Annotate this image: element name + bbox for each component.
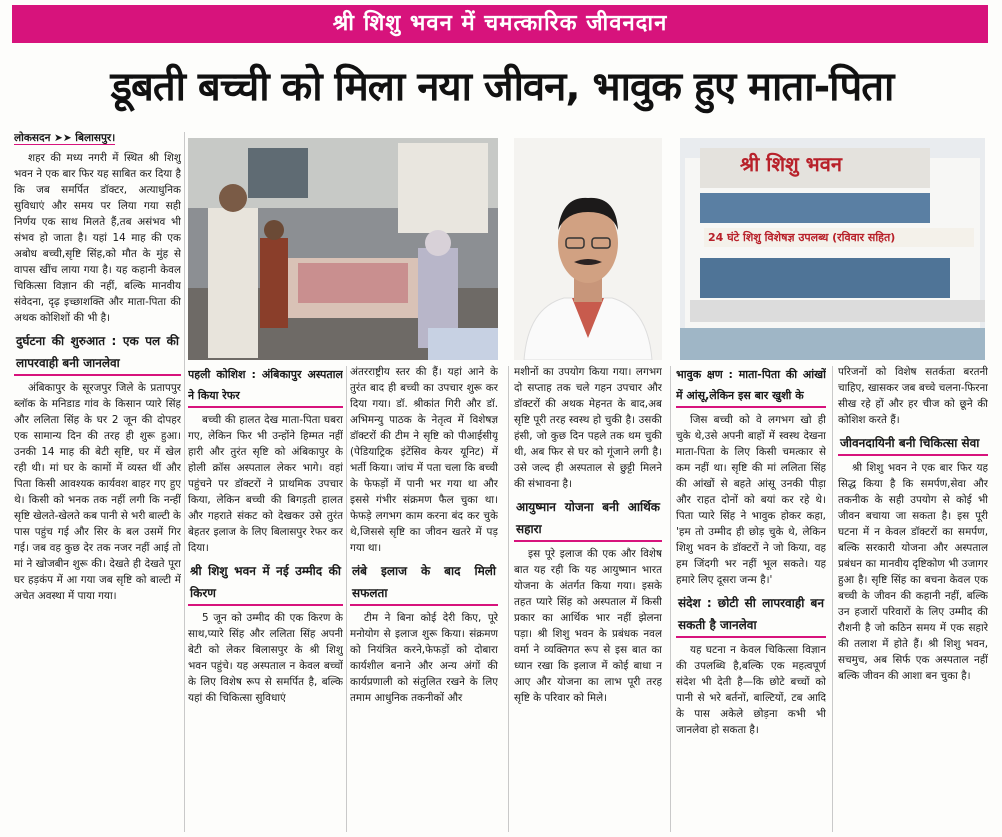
building-sign-name: श्री शिशु भवन	[740, 152, 842, 176]
column-divider	[832, 366, 833, 832]
caption-emotional-moment	[676, 364, 826, 408]
subheading-new-hope	[188, 560, 343, 606]
hospital-ward-illustration	[188, 138, 498, 360]
subheading-success-text: लंबे इलाज के बाद मिली सफलता	[350, 560, 498, 606]
subheading-new-hope-text: श्री शिशु भवन में नई उम्मीद की किरण	[188, 560, 343, 606]
building-sign-tagline: 24 घंटे शिशु विशेषज्ञ उपलब्ध (रविवार सहित)	[704, 228, 974, 247]
column-3	[350, 364, 498, 832]
column-divider	[184, 132, 185, 832]
column-6	[838, 364, 988, 832]
subheading-message-text: संदेश : छोटी सी लापरवाही बन सकती है जानलेवा	[676, 592, 826, 638]
column-1	[14, 130, 181, 830]
paragraph-message: यह घटना न केवल चिकित्सा विज्ञान की उपलब्धि है,बल्कि एक महत्वपूर्ण संदेश भी देती है—कि छोटे बच्चों को पानी से भरे बर्तनों, बाल्टियों, टब आदि के पास अकेले छोड़ना कभी भी जानलेवा हो सकता है।	[676, 644, 826, 736]
subheading-ayushman-text: आयुष्मान योजना बनी आर्थिक सहारा	[514, 496, 662, 542]
subheading-lifesaving	[838, 432, 988, 456]
hospital-ward-photo	[188, 138, 498, 360]
dateline	[14, 130, 181, 146]
caption-first-attempt-text: पहली कोशिश : अंबिकापुर अस्पताल ने किया रेफर	[188, 364, 343, 408]
paragraph-first-attempt: बच्ची की हालत देख माता-पिता घबरा गए, लेकिन फिर भी उन्होंने हिम्मत नहीं हारी और तुरंत सृष्टि को अंबिकापुर के होली क्रॉस अस्पताल लेकर भागे। वहां पहुंचने पर डॉक्टरों ने प्राथमिक उपचार किया, लेकिन बच्ची की बिगड़ती हालत और गहराते संकट को देखकर उसे तुरंत बेहतर इलाज के लिए बिलासपुर रेफर कर दिया।	[188, 414, 343, 554]
paragraph-accident: अंबिकापुर के सूरजपुर जिले के प्रतापपुर ब्लॉक के मनिडाड गांव के किसान प्यारे सिंह और ललिता सिंह के घर 2 जून की दोपहर एक सामान्य दिन की तरह ही शुरू हुआ। उनकी 14 माह की बेटी सृष्टि, घर में खेल रही थी। मां घर के कामों में व्यस्त थीं और पिता किसी आवश्यक कार्यवश बाहर गए हुए थे। किसी को भनक तक नहीं लगी कि नन्हीं सृष्टि खेलते-खेलते कब पानी से भरी बाल्टी के पास पहुंच गई और सिर के बल उसमें गिर गई। जब वह कुछ देर तक नजर नहीं आई तो मां ने खोजबीन शुरू की। देखते ही देखते पूरा घर हड़कंप में आ गया जब सृष्टि को बाल्टी में अचेत अवस्था में पाया गया।	[14, 382, 181, 602]
subheading-ayushman	[514, 496, 662, 542]
subheading-lifesaving-text: जीवनदायिनी बनी चिकित्सा सेवा	[838, 432, 988, 456]
subheading-message	[676, 592, 826, 638]
caption-first-attempt	[188, 364, 343, 408]
headline: डूबती बच्ची को मिला नया जीवन, भावुक हुए माता-पिता	[110, 64, 894, 110]
column-2	[188, 364, 343, 832]
paragraph-new-hope: 5 जून को उम्मीद की एक किरण के साथ,प्यारे सिंह और ललिता सिंह अपनी बेटी को लेकर बिलासपुर के श्री शिशु भवन पहुंचे। यह अस्पताल न केवल बच्चों के लिए विशेष रूप से समर्पित है, बल्कि यहां की चिकित्सा सुविधाएं	[188, 612, 343, 704]
paragraph-caution: परिजनों को विशेष सतर्कता बरतनी चाहिए, खासकर जब बच्चे चलना-फिरना सीख रहे हों और हर चीज को छूने की कोशिश करते हैं।	[838, 366, 988, 426]
column-5	[676, 364, 826, 832]
column-divider	[346, 366, 347, 832]
paragraph-recovery: मशीनों का उपयोग किया गया। लगभग दो सप्ताह तक चले गहन उपचार और डॉक्टरों की अथक मेहनत के बाद,अब सृष्टि पूरी तरह स्वस्थ हो चुकी है। उसकी हंसी, जो कुछ दिन पहले तक थम चुकी थी, अब फिर से घर को गूंजाने लगी है। उसे जल्द ही अस्पताल से छुट्टी मिलने की संभावना है।	[514, 366, 662, 490]
paragraph-lifesaving: श्री शिशु भवन ने एक बार फिर यह सिद्ध किया है कि समर्पण,सेवा और तकनीक के सही उपयोग से कोई भी जीवन बचाया जा सकता है। इस पूरी घटना में न केवल डॉक्टरों का समर्पण, बल्कि सरकारी योजना और अस्पताल प्रबंधन का मानवीय दृष्टिकोण भी उजागर हुआ है। सृष्टि सिंह का बचना केवल एक बच्ची के जीवन की कहानी नहीं, बल्कि उन हजारों परिवारों के लिए उम्मीद की रौशनी है जो कठिन समय में एक सहारे की तलाश में होते हैं। श्री शिशु भवन, सचमुच, अब सिर्फ एक अस्पताल नहीं बल्कि जीवन की आशा बन चुका है।	[838, 462, 988, 682]
caption-emotional-moment-text: भावुक क्षण : माता-पिता की आंखों में आंसू,लेकिन इस बार खुशी के	[676, 364, 826, 408]
subheading-accident-text: दुर्घटना की शुरुआत : एक पल की लापरवाही बनी जानलेवा	[14, 330, 181, 376]
doctor-portrait-illustration	[514, 138, 662, 360]
dateline-text: लोकसदन ➤➤ बिलासपुर।	[14, 132, 116, 144]
page-banner: श्री शिशु भवन में चमत्कारिक जीवनदान	[12, 5, 988, 43]
column-divider	[670, 366, 671, 832]
column-4	[514, 364, 662, 832]
paragraph-emotional: जिस बच्ची को वे लगभग खो ही चुके थे,उसे अपनी बाहों में स्वस्थ देखना माता-पिता के लिए किसी चमत्कार से कम नहीं था। सृष्टि की मां ललिता सिंह की आंखों से बहते आंसू उनकी पीड़ा और राहत दोनों को बयां कर रहे थे। पिता प्यारे सिंह ने भावुक होकर कहा, 'हम तो उम्मीद ही छोड़ चुके थे, लेकिन शिशु भवन के डॉक्टरों ने जो किया, वह हम जिंदगी भर नहीं भूल सकते। यह हमारे लिए दूसरा जन्म है।'	[676, 414, 826, 586]
article-intro: शहर की मध्य नगरी में स्थित श्री शिशु भवन ने एक बार फिर यह साबित कर दिया है कि जब समर्पित डॉक्टर, अत्याधुनिक सुविधाएं और समय पर लिया गया सही निर्णय एक साथ मिलते हैं,तब असंभव भी संभव हो जाता है। यहां 14 माह की एक अबोध बच्ची,सृष्टि सिंह,को मौत के मुंह से वापस खींच लाया गया है। यह कहानी केवल चिकित्सा विज्ञान की नहीं, बल्कि मानवीय संवेदना, दृढ़ इच्छाशक्ति और माता-पिता की अथक कोशिशों की भी है।	[14, 152, 181, 324]
hospital-building-photo	[680, 138, 985, 360]
paragraph-success: टीम ने बिना कोई देरी किए, पूरे मनोयोग से इलाज शुरू किया। संक्रमण को नियंत्रित करने,फेफड़ों को दोबारा कार्यशील बनाने और अन्य अंगों की कार्यप्रणाली को संतुलित रखने के लिए तमाम आधुनिक तकनीकों और	[350, 612, 498, 704]
paragraph-treatment: अंतरराष्ट्रीय स्तर की हैं। यहां आने के तुरंत बाद ही बच्ची का उपचार शुरू कर दिया गया। डॉ. श्रीकांत गिरी और डॉ. अभिमन्यु पाठक के नेतृत्व में विशेषज्ञ डॉक्टरों की टीम ने सृष्टि को पीआईसीयू (पेडियाट्रिक इंटेंसिव केयर यूनिट) में भर्ती किया। जांच में पता चला कि बच्ची के फेफड़ों में पानी भर गया था और इससे गंभीर संक्रमण फैल चुका था। फेफड़े लगभग काम करना बंद कर चुके थे,जिससे सृष्टि का जीवन खतरे में पड़ गया था।	[350, 366, 498, 554]
doctor-portrait-photo	[514, 138, 662, 360]
subheading-success	[350, 560, 498, 606]
column-divider	[508, 366, 509, 832]
paragraph-ayushman: इस पूरे इलाज की एक और विशेष बात यह रही कि यह आयुष्मान भारत योजना के अंतर्गत किया गया। इसके तहत प्यारे सिंह को अस्पताल में किसी प्रकार का आर्थिक भार नहीं झेलना पड़ा। श्री शिशु भवन के प्रबंधक नवल वर्मा ने व्यक्तिगत रूप से इस बात का ध्यान रखा कि इलाज में कोई बाधा न आए और योजना का लाभ पूरी तरह सृष्टि के परिवार को मिले।	[514, 548, 662, 704]
subheading-accident	[14, 330, 181, 376]
